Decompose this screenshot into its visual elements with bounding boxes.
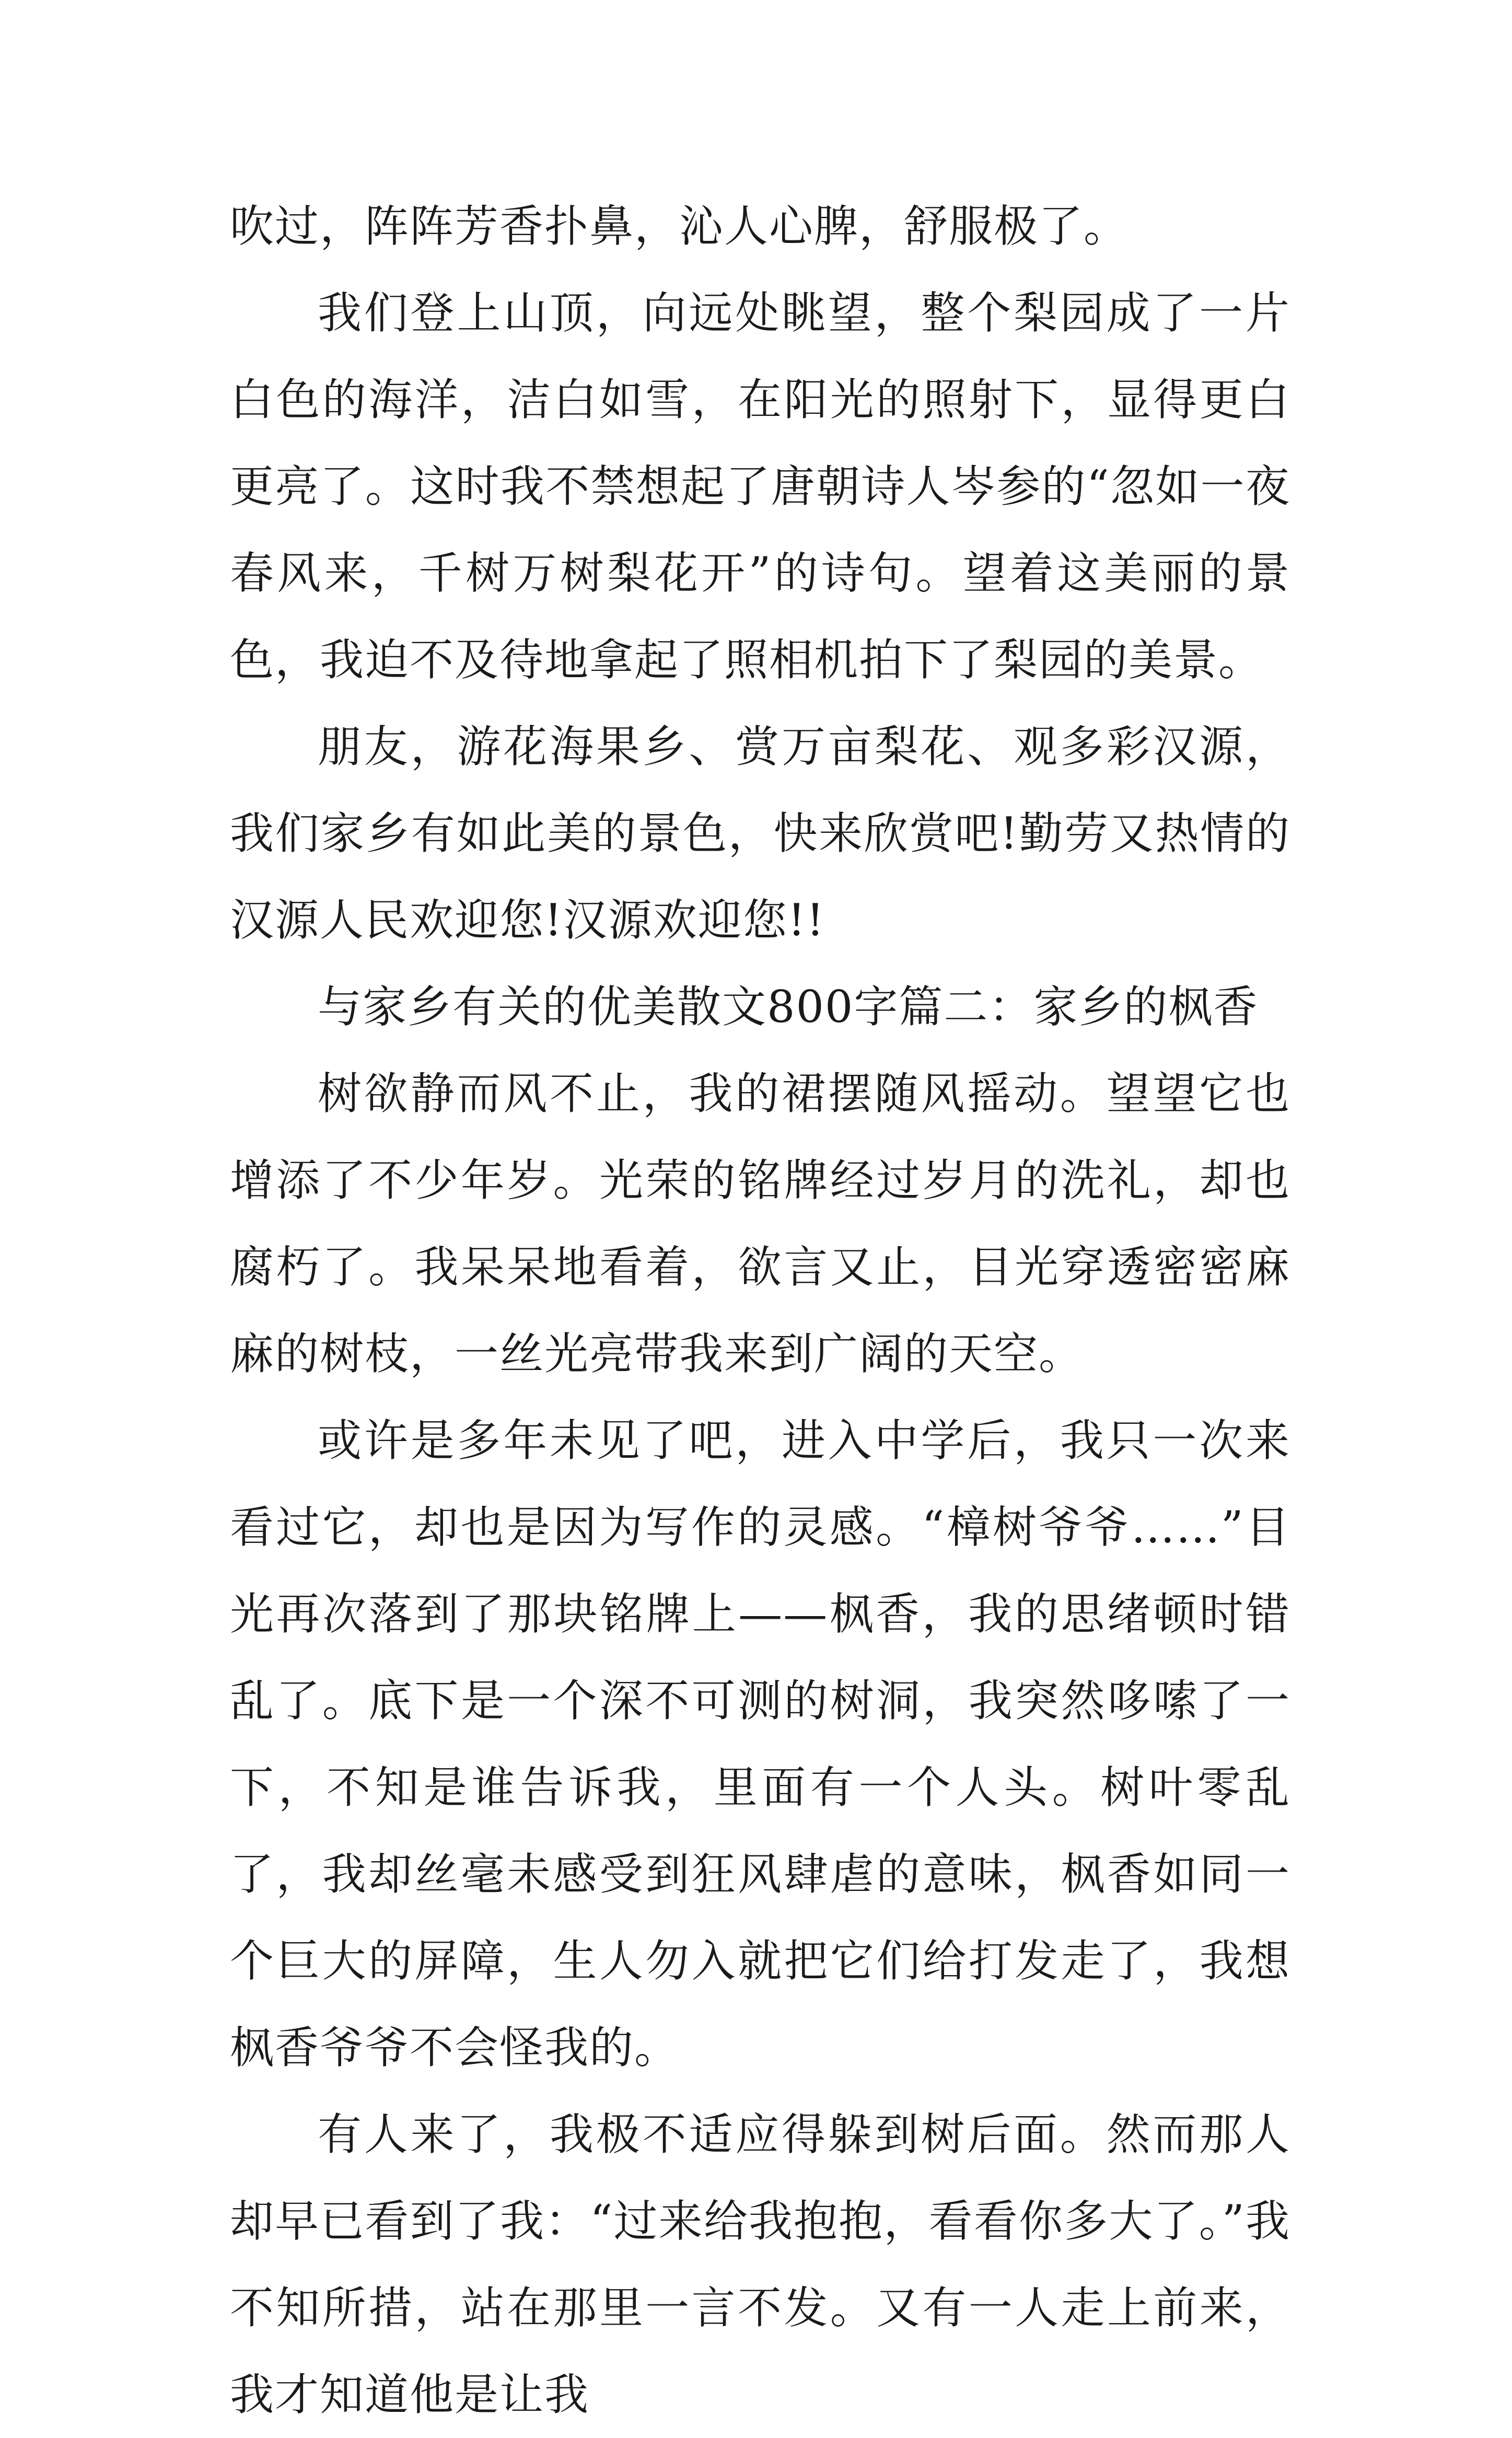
paragraph: 或许是多年未见了吧，进入中学后，我只一次来看过它，却也是因为写作的灵感。“樟树爷爷……”目光再次落到了那块铭牌上——枫香，我的思绪顿时错乱了。底下是一个深不可测的树洞，我突然哆嗦了一下，不知是谁告诉我，里面有一个人头。树叶零乱了，我却丝毫未感受到狂风肆虐的意味，枫香如同一个巨大的屏障，生人勿入就把它们给打发走了，我想枫香爷爷不会怪我的。 xyxy=(230,1415,1290,2073)
paragraph: 有人来了，我极不适应得躲到树后面。然而那人却早已看到了我：“过来给我抱抱，看看你多大了。”我不知所措，站在那里一言不发。又有一人走上前来，我才知道他是让我 xyxy=(230,2109,1290,2420)
paragraph: 朋友，游花海果乡、赏万亩梨花、观多彩汉源，我们家乡有如此美的景色，快来欣赏吧!勤劳又热情的汉源人民欢迎您!汉源欢迎您!! xyxy=(230,721,1290,946)
paragraph: 树欲静而风不止，我的裙摆随风摇动。望望它也增添了不少年岁。光荣的铭牌经过岁月的洗礼，却也腐朽了。我呆呆地看着，欲言又止，目光穿透密密麻麻的树枝，一丝光亮带我来到广阔的天空。 xyxy=(230,1068,1290,1379)
section-heading: 与家乡有关的优美散文800字篇二：家乡的枫香 xyxy=(318,981,1259,1032)
body-text xyxy=(230,183,1290,2438)
paragraph: 我们登上山顶，向远处眺望，整个梨园成了一片白色的海洋，洁白如雪，在阳光的照射下，显得更白更亮了。这时我不禁想起了唐朝诗人岑参的“忽如一夜春风来，千树万树梨花开”的诗句。望着这美丽的景色，我迫不及待地拿起了照相机拍下了梨园的美景。 xyxy=(230,287,1290,686)
paragraph-continued: 吹过，阵阵芳香扑鼻，沁人心脾，舒服极了。 xyxy=(230,201,1129,252)
